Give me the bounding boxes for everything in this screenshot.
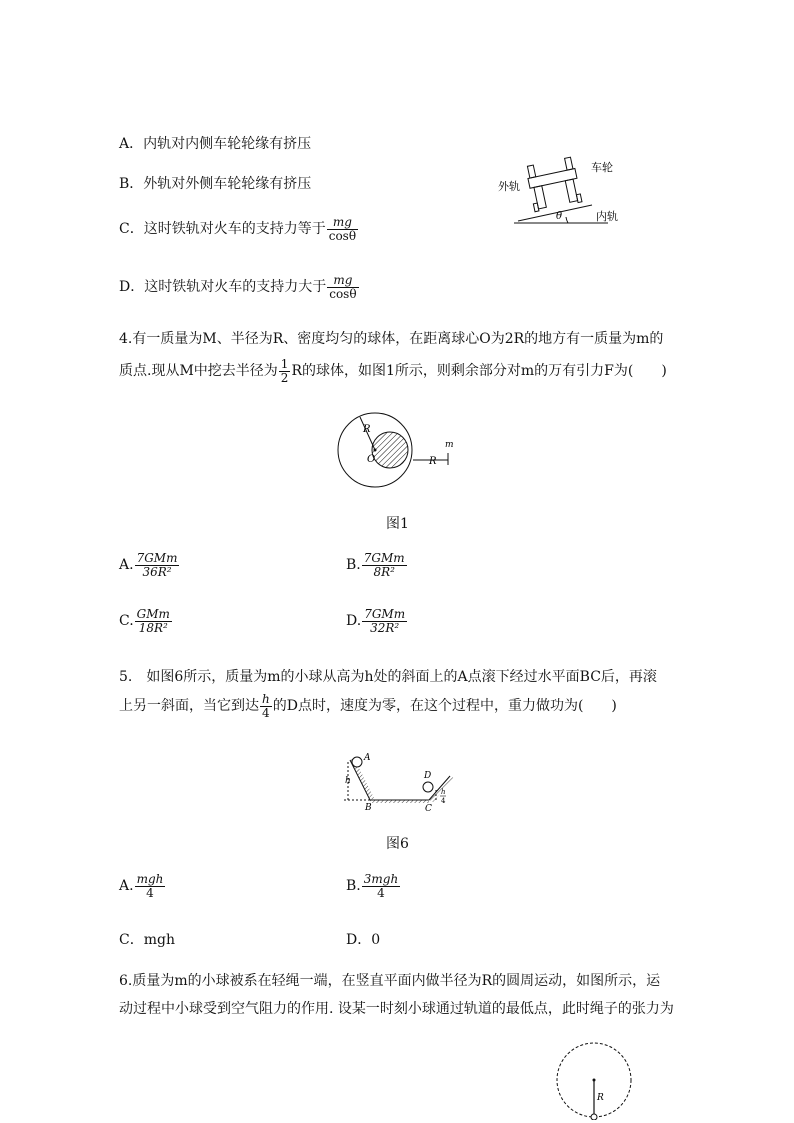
q6-line1: 6.质量为m的小球被系在轻绳一端，在竖直平面内做半径为R的圆周运动，如图所示，运 <box>119 973 661 989</box>
ball <box>591 1114 597 1120</box>
point-b-label: B <box>365 803 372 812</box>
q3-option-c <box>119 216 359 242</box>
half-fraction <box>279 358 291 384</box>
q5-option-d: D．0 <box>346 932 381 948</box>
option-fraction <box>362 608 407 634</box>
incline-line <box>518 205 592 221</box>
left-wheel <box>534 186 546 209</box>
q5-line1: 5. 如图6所示，质量为m的小球从高为h处的斜面上的A点滚下经过水平面BC后，再滚 <box>119 669 657 685</box>
q5-line2 <box>119 693 617 719</box>
option-label: C. <box>119 613 134 630</box>
frac-denominator: 2 <box>280 370 289 385</box>
frac-denominator: cosθ <box>329 286 357 301</box>
option-label: B. <box>346 557 361 574</box>
ground-hatch <box>370 800 429 803</box>
q4-line2-b: R的球体，如图1所示，则剩余部分对m的万有引力F为( ) <box>291 363 667 380</box>
vertical-circle-figure <box>552 1040 636 1120</box>
theta-arc <box>566 217 568 223</box>
h-quarter-fraction <box>260 693 272 719</box>
frac-numerator: mg <box>327 274 358 288</box>
figure-1-caption: 图1 <box>386 516 409 532</box>
frac-denominator: 4 <box>262 705 270 720</box>
frac-numerator: 3mgh <box>363 872 399 886</box>
q3-option-d <box>119 274 360 300</box>
frac-numerator: h <box>262 692 270 706</box>
ball-at-d <box>423 782 433 792</box>
q4-option-b <box>346 552 408 578</box>
option-fraction <box>362 873 400 899</box>
ball-at-a <box>352 757 362 767</box>
radius-r-label: R <box>363 424 371 435</box>
frac-numerator: mg <box>327 216 358 230</box>
frac-denominator: 32R² <box>370 620 400 635</box>
theta-label: θ <box>556 211 563 222</box>
circle-center <box>593 1079 596 1082</box>
frac-denominator: 4 <box>146 885 154 900</box>
railway-track-figure <box>496 155 626 230</box>
q3-option-d-text: D．这时铁轨对火车的支持力大于 <box>119 279 327 296</box>
frac-numerator: 1 <box>280 357 289 371</box>
q5-option-c: C．mgh <box>119 932 175 948</box>
option-label: A. <box>119 557 134 574</box>
frac-numerator: mgh <box>136 872 164 886</box>
carriage-body <box>528 168 577 188</box>
q4-line2-a: 质点.现从M中挖去半径为 <box>119 363 278 380</box>
q4-line2 <box>119 358 667 384</box>
frac-denominator: 36R² <box>142 564 172 579</box>
radius-r-label: R <box>597 1093 604 1103</box>
q5-option-b <box>346 873 401 899</box>
figure-6-caption: 图6 <box>386 836 409 852</box>
distance-r-label: R <box>429 456 437 467</box>
height-h-label: h <box>345 776 351 786</box>
q6-line2: 动过程中小球受到空气阻力的作用. 设某一时刻小球通过轨道的最低点，此时绳子的张力为 <box>119 1001 674 1017</box>
q4-option-d <box>346 608 408 634</box>
outer-rail-label: 外轨 <box>498 180 520 193</box>
q5-line2-a: 上另一斜面，当它到达 <box>119 698 259 715</box>
option-fraction <box>135 552 180 578</box>
q5-option-a <box>119 873 166 899</box>
inner-rail <box>576 194 582 203</box>
frac-denominator: 4 <box>377 885 385 900</box>
point-c-label: C <box>425 804 432 812</box>
q4-option-c <box>119 608 173 634</box>
option-fraction <box>135 873 166 899</box>
point-d-label: D <box>424 771 432 781</box>
frac-numerator: GMm <box>136 607 170 621</box>
q4-option-a <box>119 552 180 578</box>
frac-denominator: 18R² <box>138 620 168 635</box>
center-o-label: O <box>367 454 376 465</box>
q4-line1: 4.有一质量为M、半径为R、密度均匀的球体，在距离球心O为2R的地方有一质量为m的 <box>119 331 664 347</box>
hollow-sphere-figure <box>335 405 465 495</box>
q3-option-c-text: C．这时铁轨对火车的支持力等于 <box>119 221 326 238</box>
q3-option-a: A．内轨对内侧车轮轮缘有挤压 <box>119 136 312 152</box>
frac-numerator: 7GMm <box>364 607 406 621</box>
option-label: A. <box>119 878 134 895</box>
center-o <box>374 449 377 452</box>
quarter-h-numerator: h <box>441 788 446 796</box>
option-fraction <box>362 552 407 578</box>
left-post <box>527 165 535 178</box>
frac-denominator: cosθ <box>328 228 357 243</box>
right-wheel <box>565 179 577 202</box>
frac-numerator: 7GMm <box>136 551 178 565</box>
q5-line2-b: 的D点时，速度为零，在这个过程中，重力做功为( ) <box>272 698 617 715</box>
frac-denominator: 8R² <box>373 564 395 579</box>
option-label: D. <box>346 613 362 630</box>
right-post <box>565 157 573 170</box>
q3-option-c-fraction <box>327 216 358 242</box>
wheel-label: 车轮 <box>591 161 613 174</box>
q3-option-b: B．外轨对外侧车轮轮缘有挤压 <box>119 176 312 192</box>
option-fraction <box>135 608 172 634</box>
mass-m-label: m <box>445 440 454 450</box>
inner-rail-label: 内轨 <box>596 210 618 223</box>
q3-option-d-fraction <box>327 274 358 300</box>
point-a-label: A <box>364 753 371 763</box>
frac-numerator: 7GMm <box>363 551 405 565</box>
slope-figure <box>340 750 460 812</box>
cavity-sphere <box>372 432 408 468</box>
outer-rail <box>533 203 539 212</box>
option-label: B. <box>346 878 361 895</box>
quarter-h-denominator: 4 <box>441 797 446 805</box>
